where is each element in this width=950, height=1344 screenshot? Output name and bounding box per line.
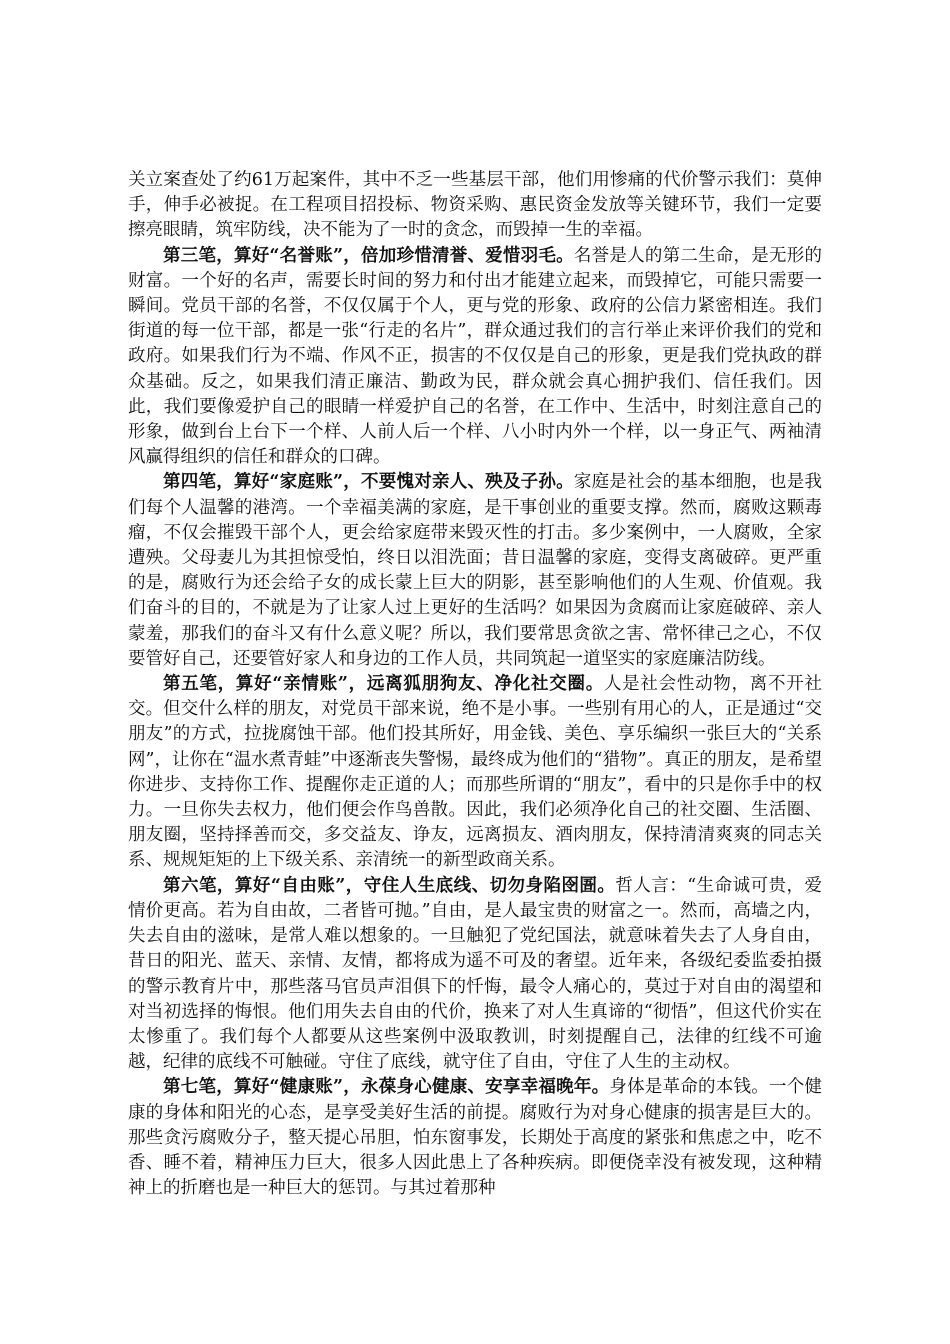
paragraph-body: 身体是革命的本钱。一个健康的身体和阳光的心态，是享受美好生活的前提。腐败行为对身心健康的损害是巨大的。那些贪污腐败分子，整天提心吊胆，怕东窗事发，长期处于高度的紧张和焦虑之中，吃不香、睡不着，精神压力巨大，很多人因此患上了各种疾病。即便侥幸没有被发现，这种精神上的折磨也是一种巨大的惩罚。与其过着那种 xyxy=(128,1077,822,1199)
paragraph-friendship xyxy=(128,672,822,874)
paragraph-body: 名誉是人的第二生命，是无形的财富。一个好的名声，需要长时间的努力和付出才能建立起来，而毁掉它，可能只需要一瞬间。党员干部的名誉，不仅仅属于个人，更与党的形象、政府的公信力紧密相连。我们街道的每一位干部，都是一张“行走的名片”，群众通过我们的言行举止来评价我们的党和政府。如果我们行为不端、作风不正，损害的不仅仅是自己的形象，更是我们党执政的群众基础。反之，如果我们清正廉洁、勤政为民，群众就会真心拥护我们、信任我们。因此，我们要像爱护自己的眼睛一样爱护自己的名誉，在工作中、生活中，时刻注意自己的形象，做到台上台下一个样、人前人后一个样、八小时内外一个样，以一身正气、两袖清风赢得组织的信任和群众的口碑。 xyxy=(128,245,823,468)
paragraph-body: 人是社会性动物，离不开社交。但交什么样的朋友，对党员干部来说，绝不是小事。一些别有用心的人，正是通过“交朋友”的方式，拉拢腐蚀干部。他们投其所好，用金钱、美色、享乐编织一张巨大的“关系网”，让你在“温水煮青蛙”中逐渐丧失警惕，最终成为他们的“猎物”。真正的朋友，是希望你进步、支持你工作、提醒你走正道的人；而那些所谓的“朋友”，看中的只是你手中的权力。一旦你失去权力，他们便会作鸟兽散。因此，我们必须净化自己的社交圈、生活圈、朋友圈，坚持择善而交，多交益友、诤友，远离损友、酒肉朋友，保持清清爽爽的同志关系、规规矩矩的上下级关系、亲清统一的新型政商关系。 xyxy=(128,674,822,871)
document-body xyxy=(128,168,822,1201)
paragraph-heading: 第七笔，算好“健康账”，永葆身心健康、安享幸福晚年。 xyxy=(163,1077,610,1098)
paragraph-heading: 第五笔，算好“亲情账”，远离狐朋狗友、净化社交圈。 xyxy=(163,674,604,695)
paragraph-body: 哲人言：“生命诚可贵，爱情价更高。若为自由故，二者皆可抛。”自由，是人最宝贵的财富之一。然而，高墙之内，失去自由的滋味，是常人难以想象的。一旦触犯了党纪国法，就意味着失去了人身自由，昔日的阳光、蓝天、亲情、友情，都将成为遥不可及的奢望。近年来，各级纪委监委拍摄的警示教育片中，那些落马官员声泪俱下的忏悔，最令人痛心的，莫过于对自由的渴望和对当初选择的悔恨。他们用失去自由的代价，换来了对人生真谛的“彻悟”，但这代价实在太惨重了。我们每个人都要从这些案例中汲取教训，时刻提醒自己，法律的红线不可逾越，纪律的底线不可触碰。守住了底线，就守住了自由，守住了人生的主动权。 xyxy=(128,875,822,1073)
paragraph-body: 关立案查处了约61万起案件，其中不乏一些基层干部，他们用惨痛的代价警示我们：莫伸手，伸手必被捉。在工程项目招投标、物资采购、惠民资金发放等关键环节，我们一定要擦亮眼睛，筑牢防线，决不能为了一时的贪念，而毁掉一生的幸福。 xyxy=(128,170,822,241)
paragraph-health xyxy=(128,1075,822,1201)
paragraph-heading: 第六笔，算好“自由账”，守住人生底线、切勿身陷囹圄。 xyxy=(163,875,616,896)
paragraph-continuation xyxy=(128,168,822,244)
paragraph-reputation xyxy=(128,244,822,471)
paragraph-heading: 第四笔，算好“家庭账”，不要愧对亲人、殃及子孙。 xyxy=(163,472,574,493)
paragraph-family xyxy=(128,470,822,672)
paragraph-heading: 第三笔，算好“名誉账”，倍加珍惜清誉、爱惜羽毛。 xyxy=(163,245,574,266)
paragraph-freedom xyxy=(128,874,822,1076)
paragraph-body: 家庭是社会的基本细胞，也是我们每个人温馨的港湾。一个幸福美满的家庭，是干事创业的重要支撑。然而，腐败这颗毒瘤，不仅会摧毁干部个人，更会给家庭带来毁灭性的打击。多少案例中，一人腐败，全家遭殃。父母妻儿为其担惊受怕，终日以泪洗面；昔日温馨的家庭，变得支离破碎。更严重的是，腐败行为还会给子女的成长蒙上巨大的阴影，甚至影响他们的人生观、价值观。我们奋斗的目的，不就是为了让家人过上更好的生活吗？如果因为贪腐而让家庭破碎、亲人蒙羞，那我们的奋斗又有什么意义呢？所以，我们要常思贪欲之害、常怀律己之心，不仅要管好自己，还要管好家人和身边的工作人员，共同筑起一道坚实的家庭廉洁防线。 xyxy=(128,472,823,669)
